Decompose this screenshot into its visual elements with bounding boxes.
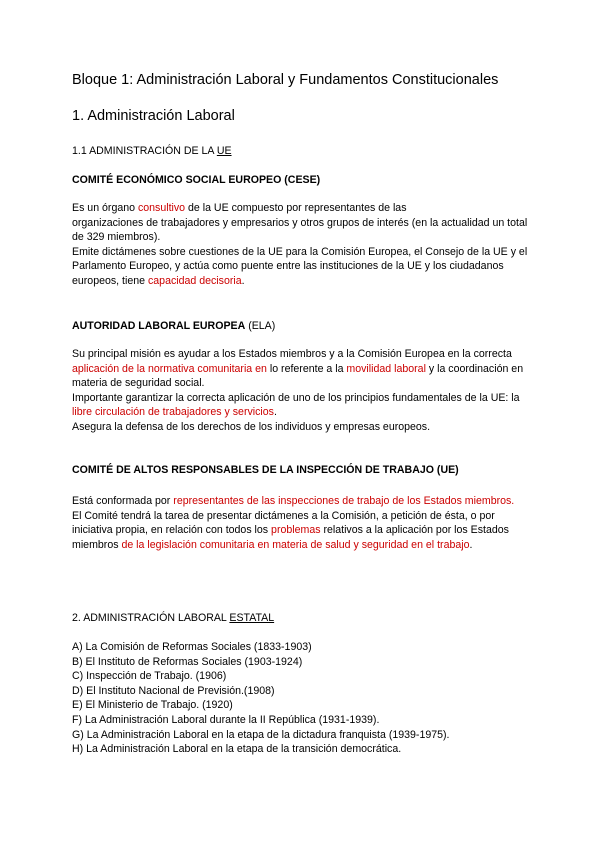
section-2-prefix: 2. ADMINISTRACIÓN LABORAL [72, 612, 230, 624]
ela-p1-text-a: Su principal misión es ayudar a los Estados miembros y a la Comisión Europea en la correcta [72, 348, 512, 360]
ela-p1-text-c: lo referente a la [266, 362, 347, 375]
cese-p1-text-d: organizaciones de trabajadores y empresarios y otros grupos de interés (en la actualidad un total de 329 miembros). [72, 216, 528, 244]
ela-p1-highlight-movilidad: movilidad laboral [346, 362, 426, 375]
section-1-1-heading [72, 145, 232, 157]
cese-heading: COMITÉ ECONÓMICO SOCIAL EUROPEO (CESE) [72, 174, 321, 186]
section-1-1-underlined: UE [216, 145, 232, 157]
caru-p1-text-a: Está conformada por [72, 495, 174, 507]
cese-p1-highlight: consultivo [137, 202, 186, 214]
ela-p3-text: Asegura la defensa de los derechos de los individuos y empresas europeos. [72, 420, 431, 433]
caru-p2-highlight-legislacion: de la legislación comunitaria en materia de salud y seguridad en el trabajo [121, 538, 470, 551]
heading-administracion-laboral: 1. Administración Laboral [72, 108, 235, 124]
section-2-heading [72, 612, 274, 624]
ela-heading-abbr: (ELA) [245, 320, 276, 332]
cese-p1-text-a: Es un órgano [72, 202, 138, 214]
ela-p2-text-c: . [273, 406, 277, 419]
list-item: G) La Administración Laboral en la etapa de la dictadura franquista (1939-1975). [72, 728, 450, 741]
list-item: D) El Instituto Nacional de Previsión.(1908) [72, 684, 275, 697]
ela-p1-highlight-normativa: aplicación de la normativa comunitaria en [72, 362, 267, 375]
section-1-1-prefix: 1.1 ADMINISTRACIÓN DE LA [72, 145, 217, 157]
section-2-list [72, 640, 450, 757]
caru-heading: COMITÉ DE ALTOS RESPONSABLES DE LA INSPECCIÓN DE TRABAJO (UE) [72, 464, 459, 476]
document-title: Bloque 1: Administración Laboral y Fundamentos Constitucionales [72, 72, 499, 88]
ela-p1-text-e: y la coordinación en materia de seguridad social. [72, 362, 524, 390]
ela-p2-text-a: Importante garantizar la correcta aplicación de uno de los principios fundamentales de la UE: la [72, 391, 520, 404]
caru-p2-text-c: relativos a la aplicación por los Estados miembros [72, 524, 509, 551]
caru-p1-highlight: representantes de las inspecciones de trabajo de los Estados miembros. [173, 495, 515, 507]
cese-p2-text-c: . [241, 274, 245, 287]
list-item: C) Inspección de Trabajo. (1906) [72, 670, 227, 683]
ela-paragraph [72, 347, 530, 435]
caru-paragraph [72, 494, 530, 552]
cese-p2-highlight: capacidad decisoria [147, 274, 242, 287]
list-item: F) La Administración Laboral durante la II República (1931-1939). [72, 713, 380, 726]
caru-p2-text-e: . [469, 538, 473, 551]
list-item: H) La Administración Laboral en la etapa de la transición democrática. [72, 743, 402, 756]
ela-heading-bold: AUTORIDAD LABORAL EUROPEA [72, 320, 246, 332]
ela-heading [72, 320, 275, 332]
ela-p2-highlight: libre circulación de trabajadores y servicios [72, 406, 274, 419]
caru-p2-highlight-problemas: problemas [271, 524, 321, 537]
cese-p1-text-c: de la UE compuesto por representantes de las [185, 202, 407, 214]
cese-paragraph [72, 201, 530, 289]
cese-p2-text-a: Emite dictámenes sobre cuestiones de la UE para la Comisión Europea, el Consejo de la UE y el Parlamento Europeo, y actúa como puente entre las instituciones de la UE y los ciudadanos europeos, tiene [72, 245, 528, 287]
list-item: E) El Ministerio de Trabajo. (1920) [72, 699, 233, 712]
section-2-underlined: ESTATAL [229, 612, 275, 624]
list-item: B) El Instituto de Reformas Sociales (1903-1924) [72, 655, 303, 668]
list-item: A) La Comisión de Reformas Sociales (1833-1903) [72, 641, 312, 653]
caru-p2-text-a: El Comité tendrá la tarea de presentar dictámenes a la Comisión, a petición de ésta, o por iniciativa propia, en relación con todos los [72, 509, 495, 537]
